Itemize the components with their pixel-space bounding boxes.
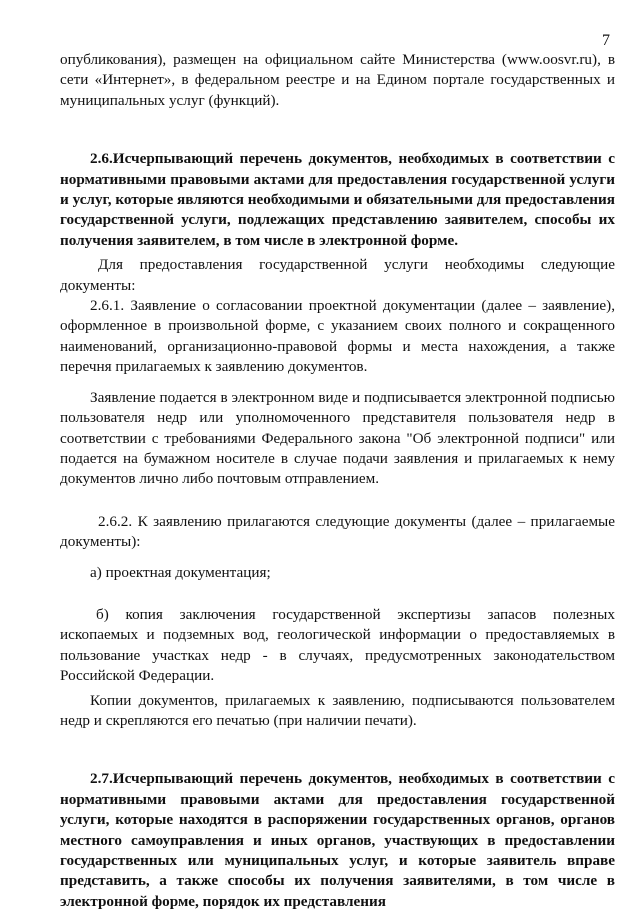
paragraph-2-6-2: 2.6.2. К заявлению прилагаются следующие документы (далее – прилагаемые документы): bbox=[60, 512, 615, 551]
heading-2-7: 2.7.Исчерпывающий перечень документов, необходимых в соответствии с нормативными правовыми актами для предоставления государственной услуги, которые находятся в распоряжении государственных органов, органов местного самоуправления и иных органов, участвующих в предоставлении государственных или муниципальных услуг, и которые заявитель вправе представить, а также способы их получения заявителями, в том числе в электронной форме, порядок их представления bbox=[60, 770, 615, 910]
document-body bbox=[60, 50, 615, 912]
paragraph-2-6-1: 2.6.1. Заявление о согласовании проектной документации (далее – заявление), оформленное в произвольной форме, с указанием своих полного и сокращенного наименований, организационно-правовой формы и места нахождения, а также перечня прилагаемых к заявлению документов. bbox=[60, 297, 615, 376]
paragraph-intro: опубликования), размещен на официальном сайте Министерства (www.oosvr.ru), в сети «Интернет», в федеральном реестре и на Едином портале государственных и муниципальных услуг (функций). bbox=[60, 51, 615, 109]
paragraph-item-b: б) копия заключения государственной экспертизы запасов полезных ископаемых и подземных вод, геологической информации о предоставляемых в пользование участках недр - в случаях, предусмотренных законодательством Российской Федерации. bbox=[60, 605, 615, 685]
paragraph-application-submission: Заявление подается в электронном виде и подписывается электронной подписью пользователя недр или уполномоченного представителя пользователя недр в соответствии с требованиями Федерального закона "Об электронной подписи" или подается на бумажном носителе в случае подачи заявления и прилагаемых к нему документов лично либо почтовым отправлением. bbox=[60, 388, 615, 488]
paragraph-item-a: а) проектная документация; bbox=[90, 563, 271, 581]
heading-2-6: 2.6.Исчерпывающий перечень документов, необходимых в соответствии с нормативными правовыми актами для предоставления государственной услуги и услуг, которые являются необходимыми и обязательными для предоставления государственной услуги, подлежащих представлению заявителем, способы их получения заявителем, в том числе в электронной форме. bbox=[60, 150, 615, 249]
paragraph-documents-required: Для предоставления государственной услуги необходимы следующие документы: bbox=[60, 256, 615, 294]
page-number: 7 bbox=[602, 32, 610, 49]
paragraph-copies-signed: Копии документов, прилагаемых к заявлению, подписываются пользователем недр и скрепляются его печатью (при наличии печати). bbox=[60, 691, 615, 729]
